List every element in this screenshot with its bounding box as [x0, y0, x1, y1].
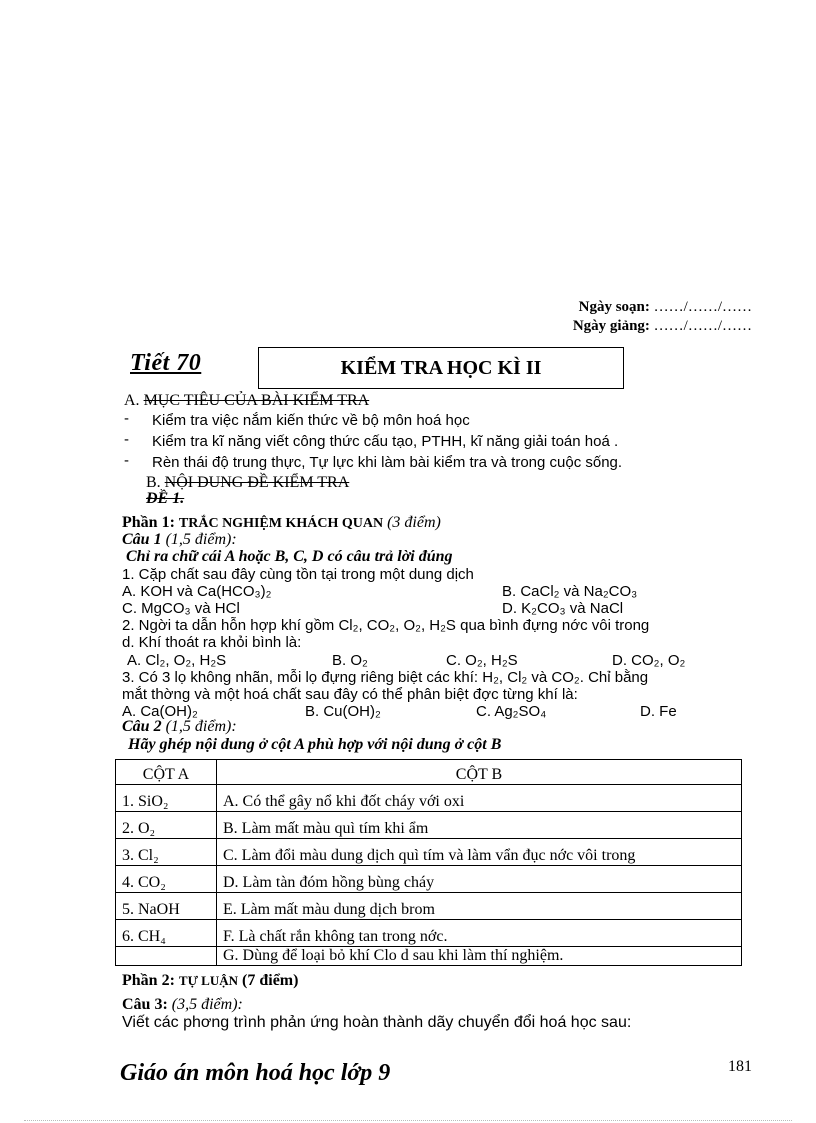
page-number: 181: [728, 1058, 752, 1075]
table-cell-b: F. Là chất rắn không tan trong nớc.: [217, 920, 742, 947]
table-cell-a: 2. O₂: [116, 812, 217, 839]
cau3-text: Viết các phơng trình phản ứng hoàn thành dãy chuyển đổi hoá học sau:: [122, 1014, 632, 1031]
de-label: ĐỀ 1.: [146, 490, 185, 507]
ngay-soan-label: Ngày soạn:: [578, 299, 650, 315]
table-cell-a: 4. CO₂: [116, 866, 217, 893]
q2-text-1: 2. Ngời ta dẫn hỗn hợp khí gồm Cl₂, CO₂, O₂, H₂S qua bình đựng nớc vôi trong: [122, 617, 650, 634]
table-row: [116, 866, 742, 893]
table-cell-a: 1. SiO₂: [116, 785, 217, 812]
table-cell-a: 6. CH₄: [116, 920, 217, 947]
table-cell-b: B. Làm mất màu quì tím khi ẩm: [217, 812, 742, 839]
table-cell-b: E. Làm mất màu dung dịch brom: [217, 893, 742, 920]
part1-title: TRẮC NGHIỆM KHÁCH QUAN: [178, 516, 384, 531]
part1-label: Phần 1:: [122, 514, 175, 531]
q3-text-2: mắt thờng và một hoá chất sau đây có thể phân biệt đợc từng khí là:: [122, 686, 578, 703]
q1-option-b: B. CaCl₂ và Na₂CO₃: [502, 583, 638, 600]
q2-option-c: C. O₂, H₂S: [446, 652, 518, 669]
table-row: [116, 812, 742, 839]
q1-text: 1. Cặp chất sau đây cùng tồn tại trong một dung dịch: [122, 566, 474, 583]
cau2-instruction: Hãy ghép nội dung ở cột A phù hợp với nội dung ở cột B: [128, 736, 502, 753]
cau1-score: (1,5 điểm):: [165, 531, 237, 548]
table-cell-a: 5. NaOH: [116, 893, 217, 920]
part2-label: Phần 2:: [122, 972, 175, 989]
section-a-title: MỤC TIÊU CỦA BÀI KIỂM TRA: [143, 392, 370, 409]
q2-option-d: D. CO₂, O₂: [612, 652, 686, 669]
page-title: KIỂM TRA HỌC KÌ II: [258, 347, 624, 389]
table-row: [116, 839, 742, 866]
ngay-giang-label: Ngày giảng:: [572, 318, 650, 334]
date-block: [573, 298, 752, 336]
q1-option-d: D. K₂CO₃ và NaCl: [502, 600, 624, 617]
list-item: - Kiểm tra việc nắm kiến thức về bộ môn hoá học: [124, 412, 622, 433]
table-cell-b: C. Làm đổi màu dung dịch quì tím và làm vẩn đục nớc vôi trong: [217, 839, 742, 866]
footer-title: Giáo án môn hoá học lớp 9: [120, 1060, 391, 1086]
page-bottom-divider: [24, 1120, 792, 1121]
objectives-list: [124, 412, 622, 475]
cau3-label: Câu 3:: [122, 996, 168, 1013]
q1-option-c: C. MgCO₃ và HCl: [122, 600, 240, 617]
col-a-header: CỘT A: [116, 760, 217, 785]
table-cell-b: G. Dùng để loại bỏ khí Clo d sau khi làm thí nghiệm.: [217, 947, 742, 966]
q3-option-a: A. Ca(OH)₂: [122, 703, 198, 720]
q2-option-b: B. O₂: [332, 652, 368, 669]
q3-option-d: D. Fe: [640, 703, 677, 720]
part2-heading: [122, 972, 298, 990]
list-item: - Kiểm tra kĩ năng viết công thức cấu tạo, PTHH, kĩ năng giải toán hoá .: [124, 433, 622, 454]
table-cell-b: D. Làm tàn đóm hồng bùng cháy: [217, 866, 742, 893]
q3-option-c: C. Ag₂SO₄: [476, 703, 547, 720]
cau1-heading: [122, 531, 237, 549]
col-b-header: CỘT B: [217, 760, 742, 785]
ngay-giang-value: ……/……/……: [653, 318, 752, 334]
list-item: - Rèn thái độ trung thực, Tự lực khi làm bài kiểm tra và trong cuộc sống.: [124, 454, 622, 475]
part1-heading: [122, 514, 441, 532]
cau2-heading: [122, 718, 237, 736]
section-a-prefix: A.: [124, 392, 140, 409]
table-cell-a: [116, 947, 217, 966]
q1-option-a: A. KOH và Ca(HCO₃)₂: [122, 583, 272, 600]
table-cell-a: 3. Cl₂: [116, 839, 217, 866]
table-header-row: [116, 760, 742, 785]
part1-score: (3 điểm): [387, 514, 441, 531]
cau3-score: (3,5 điểm):: [171, 996, 243, 1013]
cau3-heading: [122, 996, 243, 1014]
section-b-title: NỘI DUNG ĐỀ KIỂM TRA: [164, 474, 350, 491]
q2-text-2: d. Khí thoát ra khỏi bình là:: [122, 634, 302, 651]
q2-option-a: A. Cl₂, O₂, H₂S: [127, 652, 227, 669]
table-row: [116, 785, 742, 812]
q3-option-b: B. Cu(OH)₂: [305, 703, 381, 720]
part2-score: (7 điểm): [242, 972, 299, 989]
matching-table: [115, 759, 742, 966]
cau1-instruction: Chỉ ra chữ cái A hoặc B, C, D có câu trả lời đúng: [126, 548, 453, 565]
table-row: [116, 947, 742, 966]
cau2-score: (1,5 điểm):: [165, 718, 237, 735]
table-row: [116, 920, 742, 947]
part2-title: TỰ LUẬN: [178, 973, 239, 988]
section-b-prefix: B.: [146, 474, 161, 491]
cau2-label: Câu 2: [122, 718, 162, 735]
q3-text-1: 3. Có 3 lọ không nhãn, mỗi lọ đựng riêng biệt các khí: H₂, Cl₂ và CO₂. Chỉ bằng: [122, 669, 649, 686]
lesson-label: Tiết 70: [130, 350, 202, 376]
section-a-heading: [124, 392, 369, 410]
table-row: [116, 893, 742, 920]
table-cell-b: A. Có thể gây nổ khi đốt cháy với oxi: [217, 785, 742, 812]
cau1-label: Câu 1: [122, 531, 162, 548]
ngay-soan-value: ……/……/……: [653, 299, 752, 315]
